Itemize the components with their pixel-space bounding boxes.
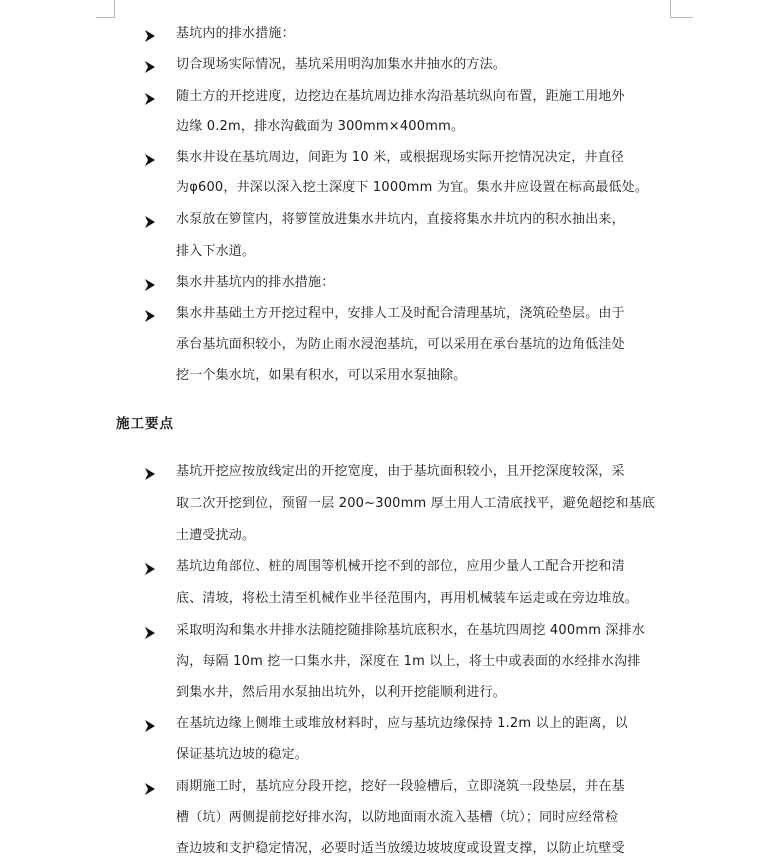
text-line: 到集水井，然后用水泵抽出坑外，以利开挖能顺利进行。 xyxy=(176,685,507,700)
text-line: 切合现场实际情况，基坑采用明沟加集水井抽水的方法。 xyxy=(176,57,507,72)
arrow-bullet-icon xyxy=(144,153,156,167)
arrow-bullet-icon xyxy=(144,278,156,292)
text-line: 基坑边角部位、桩的周围等机械开挖不到的部位，应用少量人工配合开挖和清 xyxy=(176,559,625,574)
text-line: 底、清坡，将松土清至机械作业半径范围内，再用机械装车运走或在旁边堆放。 xyxy=(176,591,639,606)
text-line: 查边坡和支护稳定情况，必要时适当放缓边坡坡度或设置支撑，以防止坑壁受 xyxy=(176,841,625,856)
arrow-bullet-icon xyxy=(144,782,156,796)
text-line: 取二次开挖到位，预留一层 200~300mm 厚土用人工清底找平，避免超挖和基底 xyxy=(176,496,656,511)
arrow-bullet-icon xyxy=(144,719,156,733)
arrow-bullet-icon xyxy=(144,29,156,43)
text-line: 为φ600，井深以深入挖土深度下 1000mm 为宜。集水井应设置在标高最低处。 xyxy=(176,180,649,195)
arrow-bullet-icon xyxy=(144,626,156,640)
text-line: 集水井设在基坑周边，间距为 10 米，或根据现场实际开挖情况决定，井直径 xyxy=(176,150,625,165)
text-line: 在基坑边缘上侧堆土或堆放材料时，应与基坑边缘保持 1.2m 以上的距离，以 xyxy=(176,716,629,731)
arrow-bullet-icon xyxy=(144,467,156,481)
text-line: 集水井基坑内的排水措施： xyxy=(176,275,335,290)
arrow-bullet-icon xyxy=(144,60,156,74)
text-line: 挖一个集水坑，如果有积水，可以采用水泵抽除。 xyxy=(176,368,467,383)
text-line: 排入下水道。 xyxy=(176,244,256,259)
text-line: 雨期施工时，基坑应分段开挖，挖好一段验槽后，立即浇筑一段垫层，并在基 xyxy=(176,779,625,794)
text-line: 边缘 0.2m，排水沟截面为 300mm×400mm。 xyxy=(176,119,465,134)
text-line: 基坑开挖应按放线定出的开挖宽度，由于基坑面积较小，且开挖深度较深，采 xyxy=(176,464,625,479)
text-line: 采取明沟和集水井排水法随挖随排除基坑底积水，在基坑四周挖 400mm 深排水 xyxy=(176,623,646,638)
arrow-bullet-icon xyxy=(144,309,156,323)
text-line: 承台基坑面积较小，为防止雨水浸泡基坑，可以采用在承台基坑的边角低洼处 xyxy=(176,337,625,352)
page-margin-corner-top-left xyxy=(96,0,115,18)
text-line: 沟，每隔 10m 挖一口集水井，深度在 1m 以上，将土中或表面的水经排水沟排 xyxy=(176,654,641,669)
section-heading: 施工要点 xyxy=(116,416,174,432)
page-margin-corner-top-right xyxy=(670,0,693,18)
text-line: 土遭受扰动。 xyxy=(176,528,256,543)
text-line: 水泵放在箩筐内，将箩筐放进集水井坑内，直接将集水井坑内的积水抽出来， xyxy=(176,212,625,227)
text-line: 槽（坑）两侧提前挖好排水沟，以防地面雨水流入基槽（坑）；同时应经常检 xyxy=(176,810,619,825)
text-line: 集水井基础土方开挖过程中，安排人工及时配合清理基坑，浇筑砼垫层。由于 xyxy=(176,306,625,321)
text-line: 随土方的开挖进度，边挖边在基坑周边排水沟沿基坑纵向布置，距施工用地外 xyxy=(176,89,625,104)
arrow-bullet-icon xyxy=(144,215,156,229)
text-line: 基坑内的排水措施： xyxy=(176,26,295,41)
text-line: 保证基坑边坡的稳定。 xyxy=(176,747,309,762)
arrow-bullet-icon xyxy=(144,562,156,576)
arrow-bullet-icon xyxy=(144,92,156,106)
